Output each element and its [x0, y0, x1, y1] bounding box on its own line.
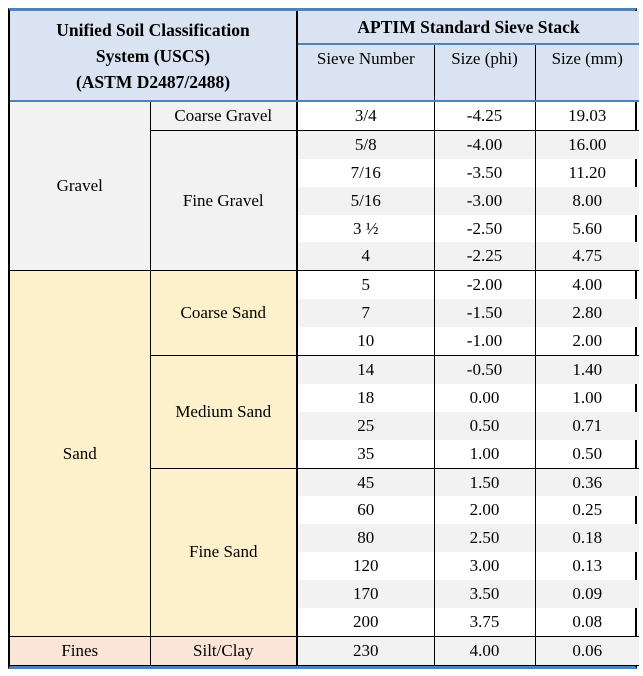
- size-phi-cell: -2.50: [434, 215, 535, 243]
- soil-sieve-table-frame: [8, 8, 637, 669]
- sieve-number-cell: 7/16: [297, 159, 434, 187]
- size-phi-cell: -0.50: [434, 356, 535, 384]
- table-header: [10, 11, 639, 101]
- sieve-stack-header-cell: APTIM Standard Sieve Stack: [297, 11, 639, 44]
- sieve-number-cell: 3 ½: [297, 215, 434, 243]
- size-mm-cell: 2.80: [535, 299, 639, 327]
- size-phi-cell: -3.50: [434, 159, 535, 187]
- uscs-title-line-1: Unified Soil Classification: [56, 19, 250, 40]
- sieve-number-cell: 18: [297, 384, 434, 412]
- sieve-number-cell: 3/4: [297, 101, 434, 130]
- subcategory-cell-fine-sand: Fine Sand: [150, 468, 297, 636]
- size-mm-cell: 0.08: [535, 608, 639, 636]
- size-phi-cell: -4.25: [434, 101, 535, 130]
- size-mm-cell: 19.03: [535, 101, 639, 130]
- soil-sieve-table: [10, 11, 639, 666]
- size-phi-cell: 0.00: [434, 384, 535, 412]
- size-phi-cell: 2.50: [434, 524, 535, 552]
- size-mm-cell: 4.00: [535, 271, 639, 299]
- size-phi-cell: 4.00: [434, 636, 535, 665]
- size-phi-cell: 3.75: [434, 608, 535, 636]
- size-phi-cell: -1.00: [434, 327, 535, 355]
- sieve-number-cell: 25: [297, 412, 434, 440]
- sieve-number-cell: 60: [297, 496, 434, 524]
- category-cell-gravel: Gravel: [10, 101, 150, 271]
- sieve-number-cell: 80: [297, 524, 434, 552]
- size-mm-cell: 1.40: [535, 356, 639, 384]
- size-mm-cell: 4.75: [535, 242, 639, 270]
- sieve-number-cell: 7: [297, 299, 434, 327]
- subcategory-cell-silt-clay: Silt/Clay: [150, 636, 297, 665]
- size-phi-cell: -3.00: [434, 187, 535, 215]
- size-phi-cell: -1.50: [434, 299, 535, 327]
- subcategory-cell-coarse-sand: Coarse Sand: [150, 271, 297, 356]
- sieve-number-cell: 14: [297, 356, 434, 384]
- subcategory-cell-fine-gravel: Fine Gravel: [150, 130, 297, 270]
- uscs-header-cell: [10, 11, 297, 101]
- size-mm-cell: 0.25: [535, 496, 639, 524]
- size-mm-cell: 0.06: [535, 636, 639, 665]
- size-phi-cell: 1.00: [434, 440, 535, 468]
- size-mm-cell: 0.13: [535, 552, 639, 580]
- table-row: [10, 101, 639, 130]
- sieve-number-cell: 45: [297, 468, 434, 496]
- col-header-size-mm: Size (mm): [535, 44, 639, 101]
- sieve-number-cell: 35: [297, 440, 434, 468]
- size-mm-cell: 1.00: [535, 384, 639, 412]
- col-header-sieve-number: Sieve Number: [297, 44, 434, 101]
- header-row-top: [10, 11, 639, 44]
- sieve-number-cell: 5: [297, 271, 434, 299]
- uscs-title-line-2: System (USCS): [95, 45, 211, 66]
- sieve-number-cell: 5/8: [297, 130, 434, 158]
- size-phi-cell: 3.00: [434, 552, 535, 580]
- subcategory-cell-medium-sand: Medium Sand: [150, 356, 297, 469]
- uscs-title-line-3: (ASTM D2487/2488): [75, 71, 231, 92]
- size-mm-cell: 5.60: [535, 215, 639, 243]
- sieve-number-cell: 170: [297, 580, 434, 608]
- table-body: [10, 101, 639, 665]
- size-mm-cell: 0.18: [535, 524, 639, 552]
- sieve-number-cell: 4: [297, 242, 434, 270]
- size-mm-cell: 0.36: [535, 468, 639, 496]
- table-row: [10, 271, 639, 299]
- sieve-number-cell: 120: [297, 552, 434, 580]
- subcategory-cell-coarse-gravel: Coarse Gravel: [150, 101, 297, 130]
- size-mm-cell: 8.00: [535, 187, 639, 215]
- size-phi-cell: -2.00: [434, 271, 535, 299]
- sieve-number-cell: 10: [297, 327, 434, 355]
- sieve-number-cell: 200: [297, 608, 434, 636]
- size-mm-cell: 0.71: [535, 412, 639, 440]
- sieve-number-cell: 230: [297, 636, 434, 665]
- size-mm-cell: 2.00: [535, 327, 639, 355]
- category-cell-sand: Sand: [10, 271, 150, 637]
- size-phi-cell: -2.25: [434, 242, 535, 270]
- size-phi-cell: -4.00: [434, 130, 535, 158]
- size-mm-cell: 0.09: [535, 580, 639, 608]
- table-row: [10, 636, 639, 665]
- size-phi-cell: 0.50: [434, 412, 535, 440]
- size-mm-cell: 11.20: [535, 159, 639, 187]
- size-mm-cell: 16.00: [535, 130, 639, 158]
- size-phi-cell: 1.50: [434, 468, 535, 496]
- category-cell-fines: Fines: [10, 636, 150, 665]
- sieve-number-cell: 5/16: [297, 187, 434, 215]
- size-mm-cell: 0.50: [535, 440, 639, 468]
- size-phi-cell: 2.00: [434, 496, 535, 524]
- size-phi-cell: 3.50: [434, 580, 535, 608]
- col-header-size-phi: Size (phi): [434, 44, 535, 101]
